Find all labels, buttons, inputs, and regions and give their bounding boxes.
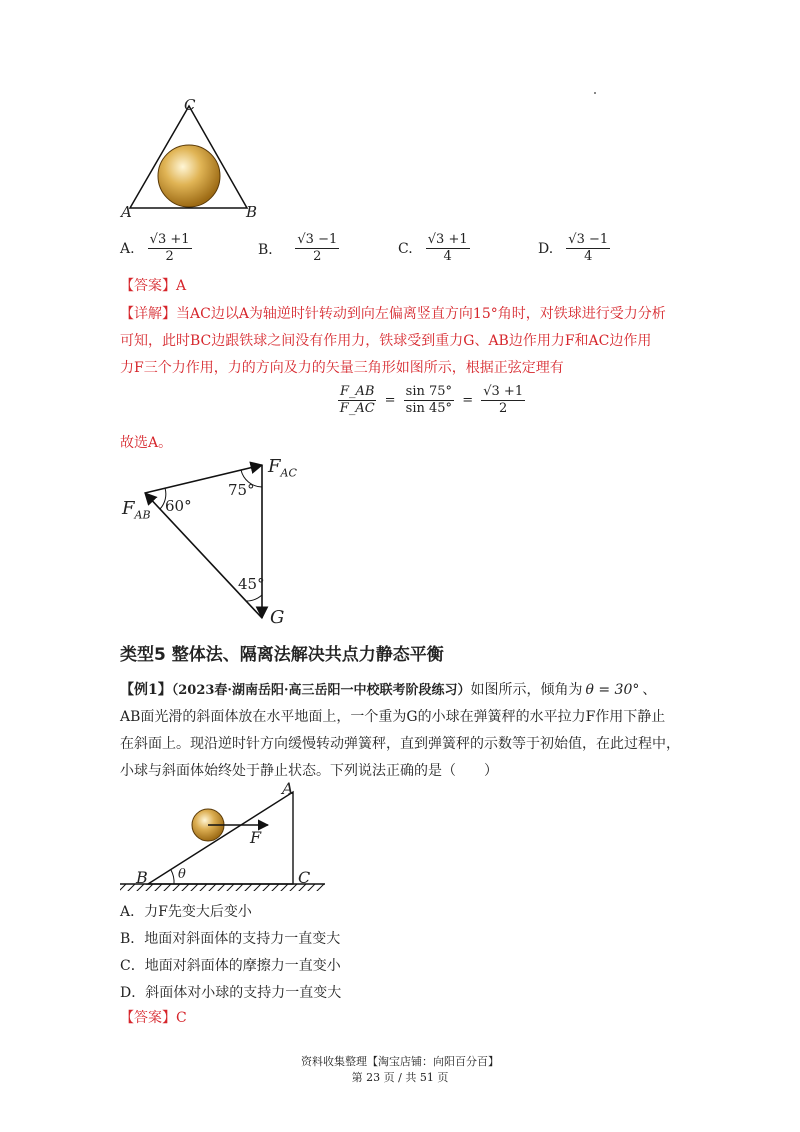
- option-a[interactable]: [120, 232, 192, 265]
- example-1-line-1: [120, 677, 656, 704]
- example-text: 如图所示，倾角为: [470, 682, 583, 698]
- option-b[interactable]: [258, 232, 339, 265]
- label-f-ac: $F_{AC}$: [268, 456, 297, 480]
- formula-rhs: $\frac{√3 +1}{2}$: [483, 384, 524, 416]
- option-letter: D.: [538, 240, 554, 257]
- ex1-option-a[interactable]: A．力F先变大后变小: [120, 904, 252, 920]
- iron-ball: [158, 145, 220, 207]
- incline-label-b: B: [136, 868, 148, 887]
- answer-value: C: [176, 1010, 187, 1026]
- formula-mid: $\frac{\sin 75^\circ}{\sin 45^\circ}$: [405, 384, 453, 416]
- incline-body: [148, 792, 293, 884]
- option-fraction: $\frac{√3 -1}{4}$: [568, 232, 609, 264]
- conclusion: 故选A。: [120, 435, 173, 451]
- option-letter: B．: [258, 241, 283, 258]
- incline-label-a: A: [282, 779, 294, 798]
- explain-text: 当AC边以A为轴逆时针转动到向左偏离竖直方向15°角时，对铁球进行受力分析: [176, 306, 666, 322]
- example-source: （2023春·湖南岳阳·高三岳阳一中校联考阶段练习）: [171, 683, 471, 698]
- angle-60-label: 60°: [165, 497, 192, 515]
- vector-f-ab: [145, 493, 262, 618]
- example-text-end: 、: [642, 682, 657, 698]
- theta-arc: [171, 870, 174, 884]
- vertex-c-label: C: [184, 96, 196, 114]
- ex1-option-c[interactable]: C．地面对斜面体的摩擦力一直变小: [120, 958, 341, 974]
- ex1-option-b[interactable]: B．地面对斜面体的支持力一直变大: [120, 931, 341, 947]
- footer-page-number: 第 23 页 / 共 51 页: [351, 1071, 449, 1084]
- vertex-a-label: A: [121, 203, 132, 221]
- angle-75-label: 75°: [228, 481, 255, 499]
- example-1-line-2: AB面光滑的斜面体放在水平地面上，一个重为G的小球在弹簧秤的水平拉力F作用下静止: [120, 709, 666, 725]
- incline-label-theta: θ: [178, 867, 186, 882]
- option-c[interactable]: [398, 232, 470, 265]
- explain-line-2: 可知，此时BC边跟铁球之间没有作用力，铁球受到重力G、AB边作用力F和AC边作用: [120, 333, 652, 349]
- incline-figure: [118, 780, 328, 895]
- stray-dot: [594, 92, 596, 94]
- option-fraction: $\frac{√3 -1}{2}$: [297, 232, 338, 264]
- answer-label: 【答案】: [120, 1010, 176, 1026]
- ex1-answer-line: [120, 1005, 187, 1031]
- answer-label: 【答案】: [120, 278, 176, 294]
- example-1-line-3: 在斜面上。现沿逆时针方向缓慢转动弹簧秤，直到弹簧秤的示数等于初始值，在此过程中，: [120, 736, 680, 752]
- example-1-line-4: 小球与斜面体始终处于静止状态。下列说法正确的是（ ）: [120, 763, 498, 779]
- option-letter: C.: [398, 240, 413, 257]
- force-triangle-figure: [115, 455, 315, 630]
- example-label: 【例1】: [120, 682, 172, 698]
- angle-arc-45: [246, 595, 262, 601]
- sine-law-formula: [338, 384, 525, 417]
- section-title: 类型5 整体法、隔离法解决共点力静态平衡: [120, 645, 444, 665]
- explain-label: 【详解】: [120, 306, 176, 322]
- explain-line-3: 力F三个力作用，力的方向及力的矢量三角形如图所示，根据正弦定理有: [120, 360, 564, 376]
- option-letter: A.: [120, 240, 135, 257]
- explain-line-1: [120, 301, 666, 327]
- option-fraction: $\frac{√3 +1}{4}$: [427, 232, 468, 264]
- answer-value: A: [176, 278, 187, 294]
- theta-equation: θ = 30°: [585, 682, 640, 698]
- equals-sign: =: [384, 393, 396, 408]
- ground-hatch: [120, 884, 325, 891]
- option-d[interactable]: [538, 232, 610, 265]
- ex1-option-d[interactable]: D．斜面体对小球的支持力一直变大: [120, 985, 342, 1001]
- label-g: G: [270, 607, 285, 628]
- answer-line: [120, 273, 186, 299]
- incline-label-f: F: [250, 828, 262, 847]
- angle-45-label: 45°: [238, 575, 265, 593]
- equals-sign: =: [462, 393, 474, 408]
- incline-label-c: C: [298, 868, 311, 887]
- label-f-ab: $F_{AB}$: [122, 498, 151, 522]
- formula-lhs: $\frac{F\_AB}{F\_AC}$: [339, 384, 375, 416]
- footer-source: 资料收集整理【淘宝店铺：向阳百分百】: [301, 1055, 499, 1068]
- option-fraction: $\frac{√3 +1}{2}$: [149, 232, 190, 264]
- vertex-b-label: B: [246, 203, 258, 221]
